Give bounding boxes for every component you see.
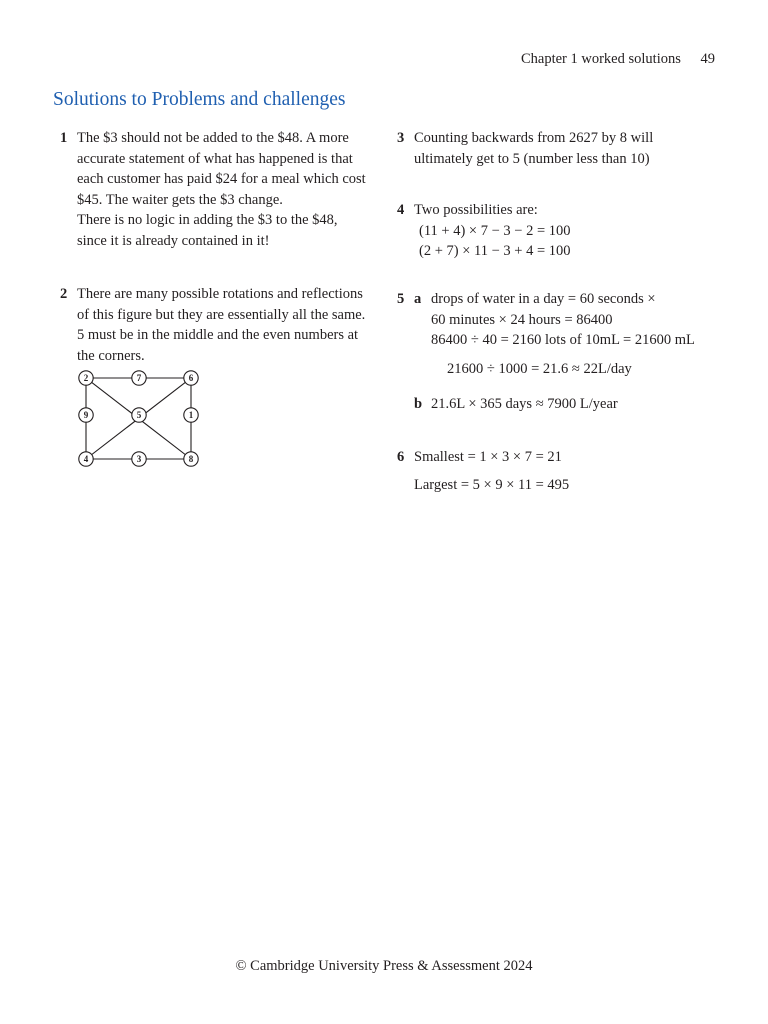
magic-figure-diagram bbox=[77, 368, 203, 468]
part-b-line bbox=[414, 394, 695, 415]
text-line: each customer has paid $24 for a meal which cost bbox=[77, 171, 366, 188]
problem-body bbox=[414, 447, 569, 495]
text-line: Smallest = 1 × 3 × 7 = 21 bbox=[414, 449, 562, 465]
figure-node bbox=[132, 371, 146, 385]
problem-number: 1 bbox=[60, 130, 68, 146]
problem-number: 6 bbox=[397, 449, 405, 465]
page-header bbox=[521, 49, 715, 70]
text-line: 86400 ÷ 40 = 2160 lots of 10mL = 21600 mL bbox=[431, 332, 695, 349]
equation-line: (2 + 7) × 11 − 3 + 4 = 100 bbox=[419, 243, 571, 260]
text-line: $45. The waiter gets the $3 change. bbox=[77, 191, 283, 208]
problem-number: 3 bbox=[397, 130, 405, 146]
text-line: 21.6L × 365 days ≈ 7900 L/year bbox=[431, 396, 618, 413]
text-line: ultimately get to 5 (number less than 10) bbox=[414, 150, 650, 167]
chapter-label: Chapter 1 worked solutions bbox=[520, 51, 681, 67]
text-line: Counting backwards from 2627 by 8 will bbox=[414, 130, 654, 146]
text-line: the corners. bbox=[77, 347, 145, 364]
node-label: 5 bbox=[136, 410, 142, 421]
node-label: 6 bbox=[188, 373, 194, 384]
node-label: 8 bbox=[188, 454, 194, 465]
node-label: 2 bbox=[83, 373, 89, 384]
problem-body bbox=[77, 128, 366, 252]
node-label: 9 bbox=[83, 410, 89, 421]
problem-number: 4 bbox=[397, 202, 405, 218]
node-label: 3 bbox=[136, 454, 142, 465]
part-label: a bbox=[414, 291, 422, 307]
text-line: accurate statement of what has happened is that bbox=[77, 150, 353, 167]
problem-number: 5 bbox=[397, 291, 405, 307]
text-line: There is no logic in adding the $3 to the $48, bbox=[77, 212, 338, 229]
equation-line: (11 + 4) × 7 − 3 − 2 = 100 bbox=[419, 222, 571, 239]
page-number: 49 bbox=[700, 51, 715, 67]
figure-node bbox=[184, 408, 198, 422]
problem-body bbox=[77, 284, 365, 366]
text-line: Two possibilities are: bbox=[414, 202, 538, 218]
problem-number: 2 bbox=[60, 286, 68, 302]
text-line: since it is already contained in it! bbox=[77, 232, 270, 249]
text-line: There are many possible rotations and reflections bbox=[77, 286, 363, 302]
figure-node bbox=[184, 371, 198, 385]
figure-node bbox=[184, 452, 198, 466]
node-label: 1 bbox=[188, 410, 194, 421]
text-line: drops of water in a day = 60 seconds × bbox=[431, 291, 656, 307]
text-line: of this figure but they are essentially all the same. bbox=[77, 306, 366, 323]
page-footer: © Cambridge University Press & Assessment 2024 bbox=[235, 958, 533, 974]
section-title: Solutions to Problems and challenges bbox=[53, 89, 346, 110]
problem-body bbox=[414, 128, 653, 169]
text-line: The $3 should not be added to the $48. A more bbox=[77, 130, 349, 146]
problem-body bbox=[414, 200, 571, 262]
text-line: 60 minutes × 24 hours = 86400 bbox=[431, 311, 613, 328]
figure-node bbox=[132, 408, 146, 422]
text-line: Largest = 5 × 9 × 11 = 495 bbox=[414, 476, 570, 493]
part-label: b bbox=[414, 396, 423, 413]
figure-node bbox=[79, 371, 93, 385]
part-a-line bbox=[414, 289, 695, 310]
text-line: 5 must be in the middle and the even numbers at bbox=[77, 327, 359, 344]
figure-node bbox=[132, 452, 146, 466]
figure-node bbox=[79, 452, 93, 466]
node-label: 7 bbox=[136, 373, 142, 384]
problem-body bbox=[414, 289, 695, 415]
node-label: 4 bbox=[83, 454, 89, 465]
figure-node bbox=[79, 408, 93, 422]
text-line: 21600 ÷ 1000 = 21.6 ≈ 22L/day bbox=[447, 360, 632, 377]
